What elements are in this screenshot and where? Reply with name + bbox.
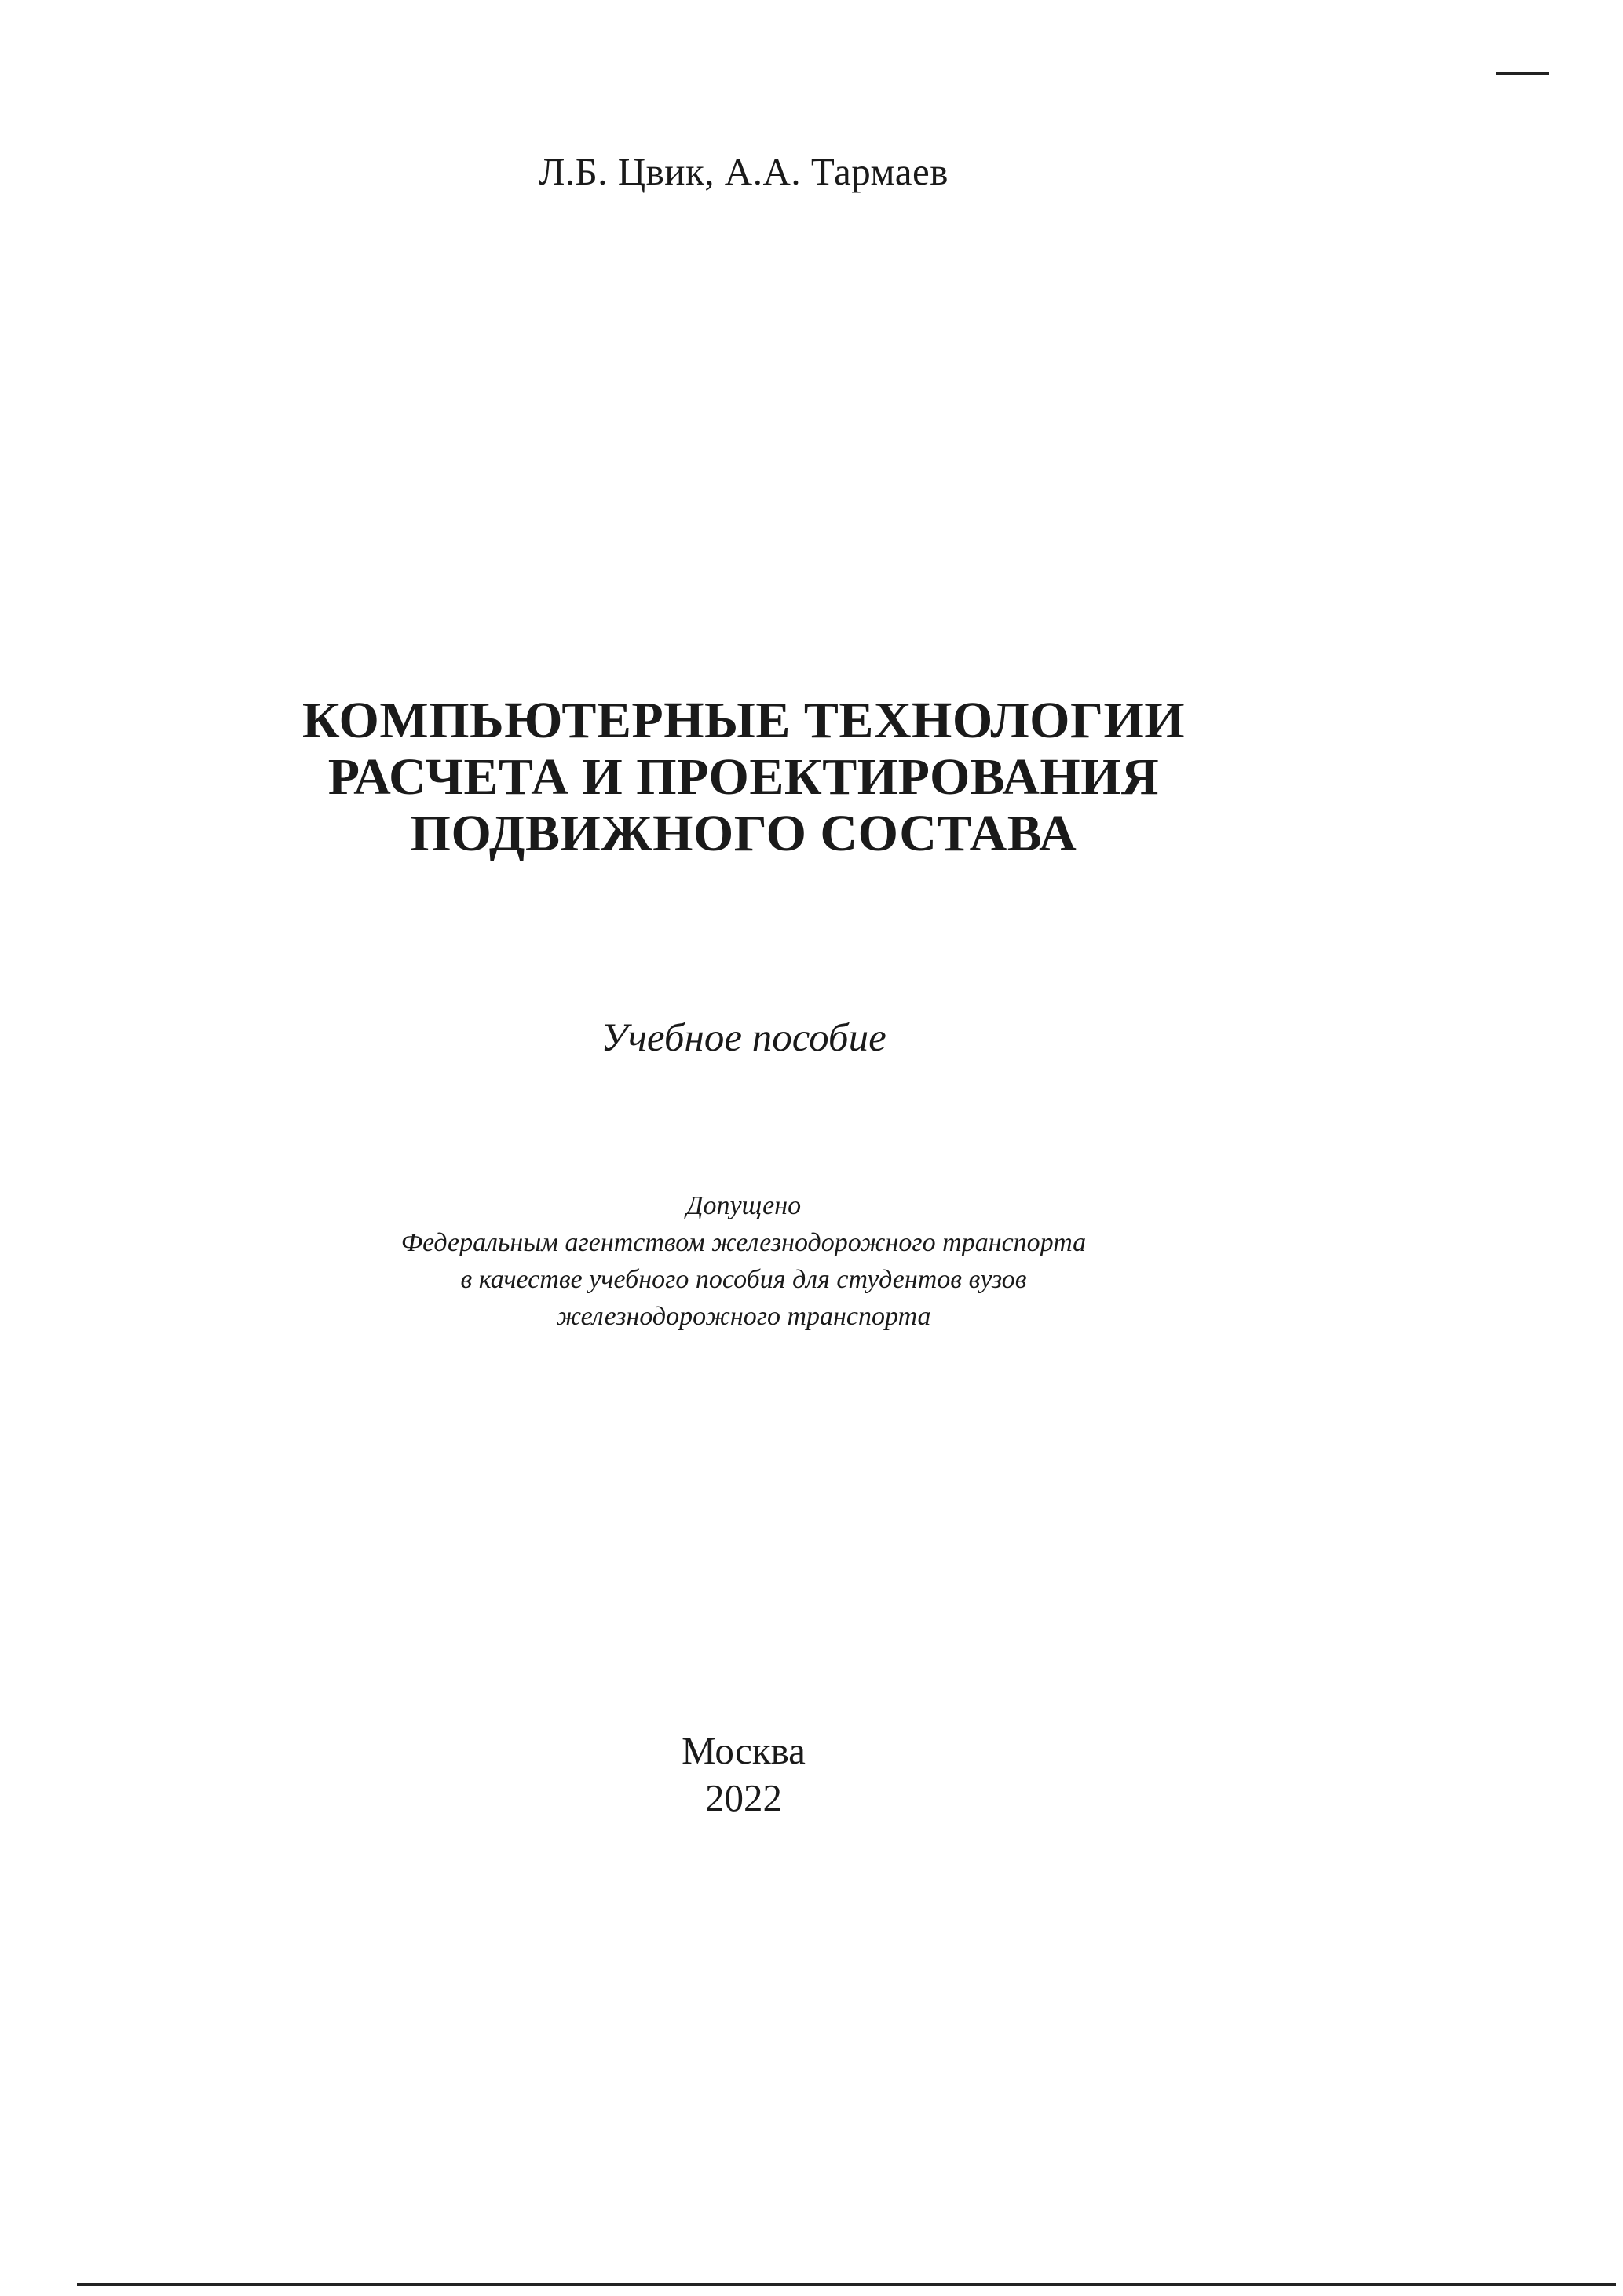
bottom-rule (77, 2283, 1616, 2286)
authors: Л.Б. Цвик, А.А. Тармаев (539, 150, 949, 193)
book-title (0, 693, 1487, 862)
approval-line: железнодорожного транспорта (556, 1302, 931, 1331)
approval-line: в качестве учебного пособия для студентов вузов (460, 1265, 1027, 1294)
book-subtitle: Учебное пособие (601, 1016, 886, 1060)
book-title-line: РАСЧЕТА И ПРОЕКТИРОВАНИЯ (327, 748, 1160, 806)
corner-dash (1496, 72, 1549, 75)
imprint-city: Москва (682, 1729, 806, 1772)
book-title-line: КОМПЬЮТЕРНЫЕ ТЕХНОЛОГИИ (302, 692, 1186, 749)
imprint (0, 1727, 1487, 1822)
book-title-line: ПОДВИЖНОГО СОСТАВА (410, 805, 1077, 862)
approval-line: Допущено (685, 1191, 802, 1220)
imprint-year: 2022 (705, 1776, 782, 1819)
approval-line: Федеральным агентством железнодорожного транспорта (400, 1228, 1087, 1257)
approval-note (0, 1187, 1487, 1335)
